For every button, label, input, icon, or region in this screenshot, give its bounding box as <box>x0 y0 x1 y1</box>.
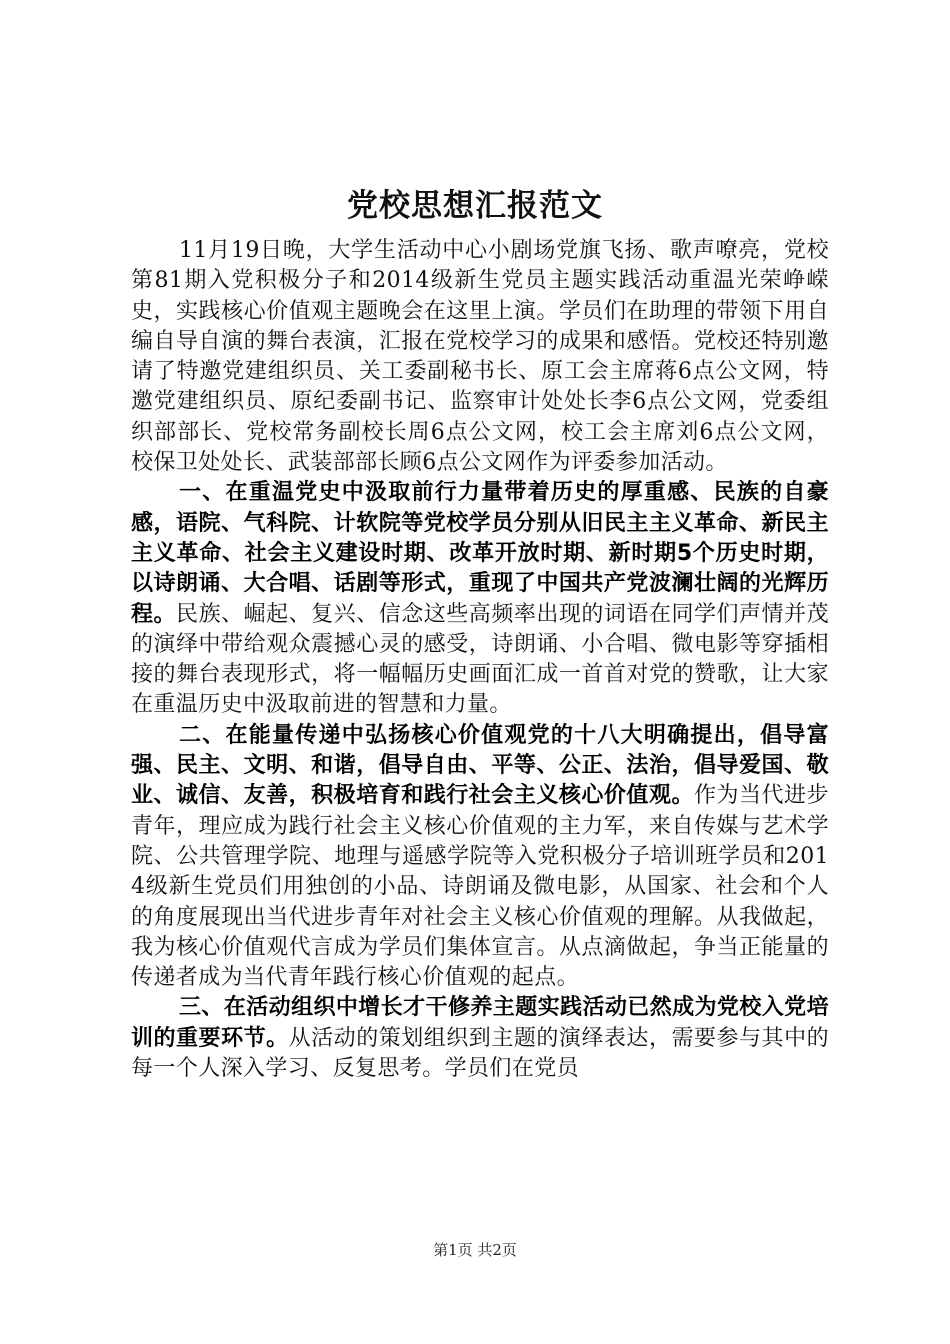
paragraph-section-two <box>131 721 829 994</box>
paragraph-lead: 一、在重温党史中汲取前行力量带着历史的厚重感、民族的自豪感，语院、气科院、计软院等党校学员分别从旧民主主义革命、新民主主义革命、社会主义建设时期、改革开放时期、新时期5个历史时期，以诗朗诵、大合唱、话剧等形式，重现了中国共产党波澜壮阔的光辉历程。 <box>131 480 829 627</box>
paragraph-lead: 二、在能量传递中弘扬核心价值观党的十八大明确提出，倡导富强、民主、文明、和谐，倡导自由、平等、公正、法治，倡导爱国、敬业、诚信、友善，积极培育和践行社会主义核心价值观。 <box>131 722 829 809</box>
paragraph-text: 民族、崛起、复兴、信念这些高频率出现的词语在同学们声情并茂的演绎中带给观众震撼心灵的感受，诗朗诵、小合唱、微电影等穿插相接的舞台表现形式，将一幅幅历史画面汇成一首首对党的赞歌，让大家在重温历史中汲取前进的智慧和力量。 <box>131 601 829 718</box>
paragraph-lead: 三、在活动组织中增长才干修养主题实践活动已然成为党校入党培训的重要环节。 <box>131 995 829 1051</box>
document-body <box>131 236 829 1084</box>
document-title: 党校思想汇报范文 <box>347 188 603 224</box>
paragraph-text: 从活动的策划组织到主题的演绎表达，需要参与其中的每一个人深入学习、反复思考。学员们在党员 <box>131 1025 829 1082</box>
paragraph-section-three <box>131 993 829 1084</box>
paragraph-intro <box>131 236 829 478</box>
paragraph-section-one <box>131 478 829 720</box>
paragraph-text: 作为当代进步青年，理应成为践行社会主义核心价值观的主力军，来自传媒与艺术学院、公共管理学院、地理与遥感学院等入党积极分子培训班学员和2014级新生党员们用独创的小品、诗朗诵及微电影，从国家、社会和个人的角度展现出当代进步青年对社会主义核心价值观的理解。从我做起，我为核心价值观代言成为学员们集体宣言。从点滴做起，争当正能量的传递者成为当代青年践行核心价值观的起点。 <box>131 783 829 991</box>
page-footer: 第1页 共2页 <box>433 1241 517 1259</box>
paragraph-text: 11月19日晚，大学生活动中心小剧场党旗飞扬、歌声嘹亮，党校第81期入党积极分子和2014级新生党员主题实践活动重温光荣峥嵘史，实践核心价值观主题晚会在这里上演。学员们在助理的带领下用自编自导自演的舞台表演，汇报在党校学习的成果和感悟。党校还特别邀请了特邀党建组织员、关工委副秘书长、原工会主席蒋6点公文网，特邀党建组织员、原纪委副书记、监察审计处处长李6点公文网，党委组织部部长、党校常务副校长周6点公文网，校工会主席刘6点公文网，校保卫处处长、武装部部长顾6点公文网作为评委参加活动。 <box>131 238 829 476</box>
